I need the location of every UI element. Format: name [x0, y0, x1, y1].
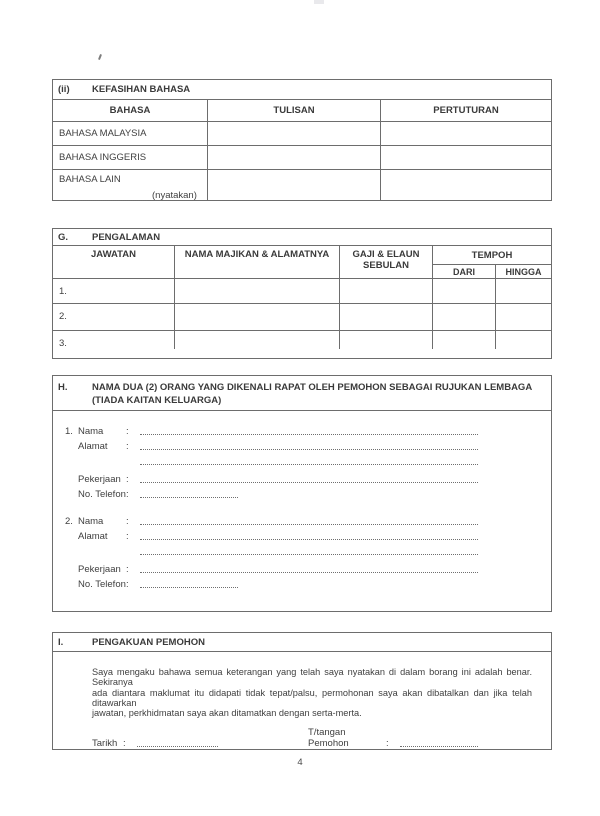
tandatangan-label: T/tangan Pemohon [308, 727, 349, 750]
row-label-bahasa-inggeris: BAHASA INGGERIS [53, 145, 207, 169]
dotted-fill-line [59, 191, 147, 201]
experience-cell-blank [432, 330, 495, 349]
section-title [92, 381, 532, 407]
section-title: PENGAKUAN PEMOHON [92, 636, 205, 648]
tulisan-bahasa-lain-blank [207, 169, 380, 201]
declaration-text [92, 667, 532, 718]
dotted-fill-line [140, 455, 478, 465]
colon: : [126, 441, 129, 452]
col-header-jawatan: JAWATAN [53, 245, 174, 278]
alamat-label: Alamat [78, 441, 108, 452]
experience-cell-blank [495, 303, 551, 330]
section-label: (ii) [58, 84, 70, 95]
experience-cell-blank [432, 303, 495, 330]
referee2-alamat-row2 [53, 542, 551, 557]
colon: : [126, 579, 129, 590]
declaration-line: jawatan, perkhidmatan saya akan ditamatkan dengan serta-merta. [92, 708, 362, 719]
col-header-majikan: NAMA MAJIKAN & ALAMATNYA [174, 245, 339, 278]
experience-cell-blank [339, 278, 432, 303]
colon: : [386, 738, 389, 750]
section-label: G. [58, 231, 69, 243]
experience-cell-blank [174, 303, 339, 330]
referee1-telefon-row [53, 485, 551, 500]
dotted-fill-line [140, 578, 238, 588]
section-label: H. [58, 382, 68, 393]
telefon-label: No. Telefon [78, 579, 126, 590]
dotted-fill-line [140, 425, 478, 435]
col-header-pertuturan: PERTUTURAN [380, 99, 551, 121]
col-header-tulisan: TULISAN [207, 99, 380, 121]
bahasa-lain-specify [59, 190, 197, 201]
experience-row-number: 2. [53, 303, 174, 330]
experience-cell-blank [432, 278, 495, 303]
pertuturan-bahasa-lain-blank [380, 169, 551, 201]
section-rujukan [52, 375, 552, 612]
signature-row [53, 727, 551, 750]
col-header-dari: DARI [432, 264, 495, 278]
referee-number: 1. [65, 426, 73, 437]
col-header-tempoh: TEMPOH [432, 245, 551, 264]
section-pengakuan [52, 632, 552, 750]
dotted-fill-line [140, 563, 478, 573]
telefon-label: No. Telefon [78, 489, 126, 500]
scan-artifact-tick [98, 54, 102, 60]
pekerjaan-label: Pekerjaan [78, 564, 121, 575]
colon: : [126, 474, 129, 485]
dotted-fill-line [400, 737, 478, 747]
section-title-line1: NAMA DUA (2) ORANG YANG DIKENALI RAPAT OLEH PEMOHON SEBAGAI RUJUKAN LEMBAGA [92, 382, 533, 393]
experience-cell-blank [495, 330, 551, 349]
nama-label: Nama [78, 516, 104, 527]
colon: : [123, 738, 126, 750]
nama-label: Nama [78, 426, 104, 437]
dotted-fill-line [140, 473, 478, 483]
dotted-fill-line [140, 515, 478, 525]
colon: : [126, 531, 129, 542]
pertuturan-bahasa-malaysia-blank [380, 121, 551, 145]
section-rujukan-title-row [53, 376, 551, 411]
referee2-alamat-row [53, 527, 551, 542]
section-title: PENGALAMAN [92, 231, 161, 243]
pengalaman-table [53, 245, 551, 349]
tulisan-bahasa-malaysia-blank [207, 121, 380, 145]
section-pengalaman-title-row [53, 229, 551, 245]
col-header-gaji: GAJI & ELAUN SEBULAN [339, 245, 432, 278]
col-header-bahasa: BAHASA [53, 99, 207, 121]
pertuturan-bahasa-inggeris-blank [380, 145, 551, 169]
row-label-bahasa-lain [53, 169, 207, 201]
section-label: I. [58, 636, 64, 648]
referee2-nama-row [53, 512, 551, 527]
experience-cell-blank [339, 303, 432, 330]
tulisan-bahasa-inggeris-blank [207, 145, 380, 169]
experience-row-number: 3. [53, 330, 174, 349]
colon: : [126, 426, 129, 437]
page-number: 4 [297, 757, 303, 768]
colon: : [126, 564, 129, 575]
col-header-hingga: HINGGA [495, 264, 551, 278]
referee-number: 2. [65, 516, 73, 527]
section-pengakuan-title-row [53, 633, 551, 652]
experience-cell-blank [495, 278, 551, 303]
tarikh-label: Tarikh [92, 738, 118, 750]
declaration-line: Saya mengaku bahawa semua keterangan yang telah saya nyatakan di dalam borang ini adalah benar. Sekiranya [92, 667, 532, 688]
nyatakan-label: (nyatakan) [152, 190, 197, 201]
referee1-alamat-row2 [53, 452, 551, 467]
dotted-fill-line [137, 737, 218, 747]
section-title: KEFASIHAN BAHASA [92, 84, 191, 95]
colon: : [126, 489, 129, 500]
scan-artifact-top-dash [314, 0, 324, 4]
pekerjaan-label: Pekerjaan [78, 474, 121, 485]
declaration-line: ada diantara maklumat itu didapati tidak tepat/palsu, permohonan saya akan dibatalkan dan jika telah ditawarkan [92, 687, 532, 708]
alamat-label: Alamat [78, 531, 108, 542]
referee1-alamat-row [53, 437, 551, 452]
experience-row-number: 1. [53, 278, 174, 303]
section-kefasihan-bahasa [52, 79, 552, 201]
experience-cell-blank [174, 278, 339, 303]
row-label-bahasa-malaysia: BAHASA MALAYSIA [53, 121, 207, 145]
dotted-fill-line [140, 530, 478, 540]
bahasa-lain-label: BAHASA LAIN [59, 174, 121, 185]
dotted-fill-line [140, 488, 238, 498]
colon: : [126, 516, 129, 527]
referee2-pekerjaan-row [53, 560, 551, 575]
dotted-fill-line [140, 440, 478, 450]
section-pengalaman [52, 228, 552, 359]
referee1-nama-row [53, 422, 551, 437]
kefasihan-table [53, 99, 551, 201]
dotted-fill-line [140, 545, 478, 555]
section-kefasihan-title-row [53, 80, 551, 99]
experience-cell-blank [339, 330, 432, 349]
referee2-telefon-row [53, 575, 551, 590]
section-title-line2: (TIADA KAITAN KELUARGA) [92, 395, 222, 406]
experience-cell-blank [174, 330, 339, 349]
referee1-pekerjaan-row [53, 470, 551, 485]
